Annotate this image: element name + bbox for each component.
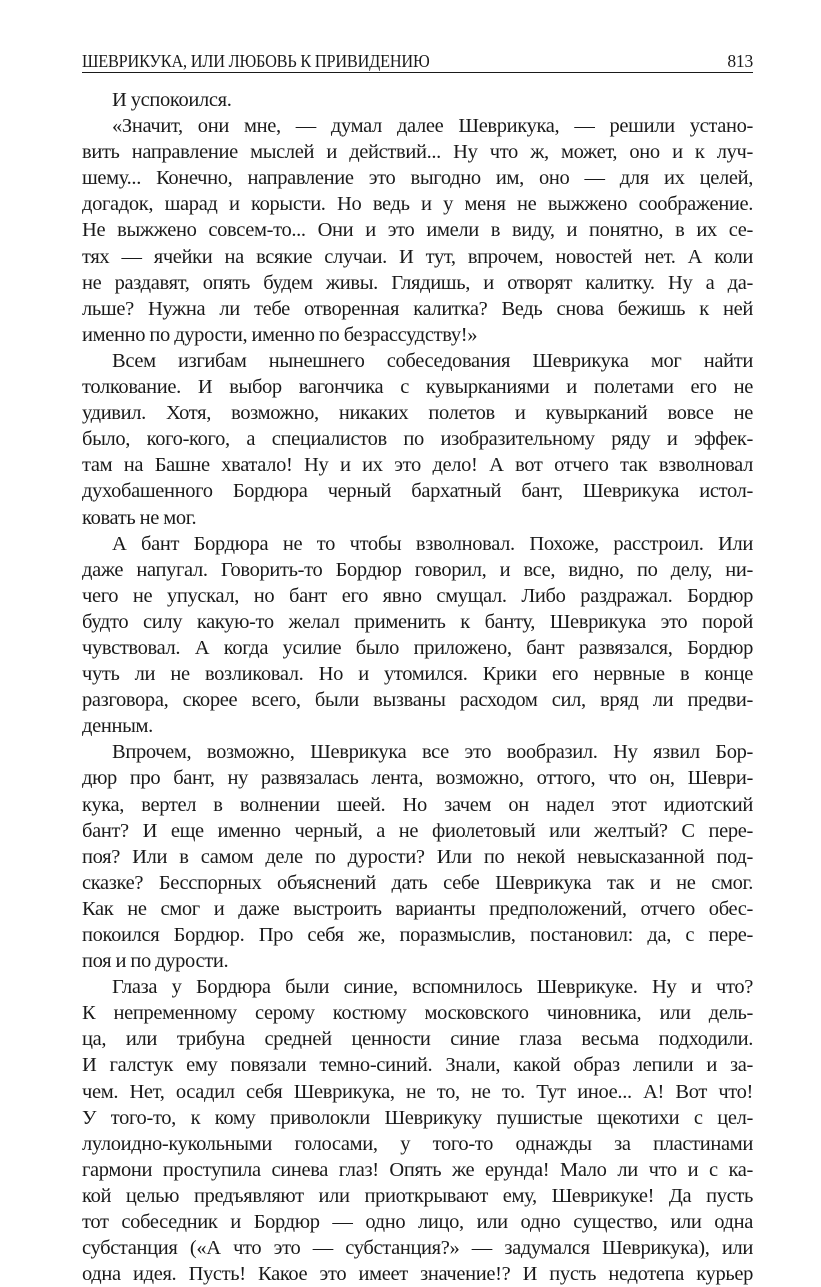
text-line: было, кого-кого, а специалистов по изобразительному ряду и эффек- bbox=[82, 428, 753, 451]
text-line: И успокоился. bbox=[112, 89, 232, 111]
text-line: бант? И еще именно черный, а не фиолетовый или желтый? С пере- bbox=[82, 819, 753, 842]
text-line: одна идея. Пусть! Какое это имеет значение!? И пусть недотепа курьер bbox=[82, 1263, 753, 1286]
text-line: вить направление мыслей и действий... Ну что ж, может, оно и к луч- bbox=[82, 141, 753, 164]
paragraph bbox=[82, 113, 753, 348]
text-line: субстанция («А что это — субстанция?» — задумался Шеврикука), или bbox=[82, 1237, 753, 1260]
text-line: покоился Бордюр. Про себя же, поразмыслив, постановил: да, с пере- bbox=[82, 924, 753, 946]
text-line: Глаза у Бордюра были синие, вспомнилось Шеврикуке. Ну и что? bbox=[112, 976, 753, 999]
text-line: там на Башне хватало! Ну и их это дело! А вот отчего так взволновал bbox=[82, 454, 753, 477]
text-line: ца, или трибуна средней ценности синие глаза весьма подходили. bbox=[82, 1028, 753, 1051]
text-line: чем. Нет, осадил себя Шеврикука, не то, не то. Тут иное... А! Вот что! bbox=[82, 1080, 753, 1103]
paragraph bbox=[82, 87, 753, 113]
text-line: Как не смог и даже выстроить варианты предположений, отчего обес- bbox=[82, 897, 753, 920]
text-line: льше? Нужна ли тебе отворенная калитка? Ведь снова бежишь к ней bbox=[82, 297, 753, 320]
text-line: поя? Или в самом деле по дурости? Или по некой невысказанной под- bbox=[82, 845, 753, 868]
text-line: разговора, скорее всего, были вызваны расходом сил, вряд ли предви- bbox=[82, 689, 753, 712]
book-page bbox=[82, 48, 753, 1287]
text-line: будто силу какую-то желал применить к банту, Шеврикука это порой bbox=[82, 610, 753, 633]
paragraph bbox=[82, 739, 753, 974]
text-line: не раздавят, опять будем живы. Глядишь, и отворят калитку. Ну а да- bbox=[82, 271, 753, 294]
text-line: К непременному серому костюму московского чиновника, или дель- bbox=[82, 1002, 753, 1025]
text-line: кой целью предъявляют или приоткрывают ему, Шеврикуке! Да пусть bbox=[82, 1184, 753, 1207]
paragraph bbox=[82, 531, 753, 740]
text-line: именно по дурости, именно по безрассудству!» bbox=[82, 323, 478, 346]
text-line: дюр про бант, ну развязалась лента, возможно, оттого, что он, Шеври- bbox=[82, 767, 753, 790]
text-line: А бант Бордюра не то чтобы взволновал. Похоже, расстроил. Или bbox=[112, 532, 753, 555]
text-line: кука, вертел в волнении шеей. Но зачем он надел этот идиотский bbox=[82, 793, 753, 816]
text-line: У того-то, к кому приволокли Шеврикуку пушистые щекотихи с цел- bbox=[82, 1106, 753, 1129]
text-line: сказке? Бесспорных объяснений дать себе Шеврикука так и не смог. bbox=[82, 871, 753, 894]
text-line: И галстук ему повязали темно-синий. Знали, какой образ лепили и за- bbox=[82, 1054, 753, 1077]
text-line: «Значит, они мне, — думал далее Шеврикука, — решили устано- bbox=[112, 115, 753, 138]
text-line: поя и по дурости. bbox=[82, 950, 229, 973]
text-line: тот собеседник и Бордюр — одно лицо, или одно существо, или одна bbox=[82, 1211, 753, 1234]
text-line: чего не упускал, но бант его явно смущал. Либо раздражал. Бордюр bbox=[82, 584, 753, 607]
paragraph bbox=[82, 348, 753, 531]
paragraph bbox=[82, 974, 753, 1287]
body-text bbox=[82, 87, 753, 1287]
text-line: духобашенного Бордюра черный бархатный бант, Шеврикука истол- bbox=[82, 480, 753, 503]
text-line: гармони проступила синева глаз! Опять же ерунда! Мало ли что и с ка- bbox=[82, 1158, 753, 1181]
text-line: Впрочем, возможно, Шеврикука все это вообразил. Ну язвил Бор- bbox=[112, 741, 753, 764]
text-line: Всем изгибам нынешнего собеседования Шеврикука мог найти bbox=[112, 349, 753, 372]
text-line: толкование. И выбор вагончика с кувырканиями и полетами его не bbox=[82, 376, 753, 399]
running-head bbox=[82, 48, 753, 73]
text-line: догадок, шарад и корысти. Но ведь и у меня не выжжено соображение. bbox=[82, 193, 753, 216]
page-number: 813 bbox=[727, 51, 753, 71]
running-head-title: ШЕВРИКУКА, ИЛИ ЛЮБОВЬ К ПРИВИДЕНИЮ bbox=[82, 51, 430, 71]
text-line: ковать не мог. bbox=[82, 506, 197, 529]
text-line: шему... Конечно, направление это выгодно им, оно — для их целей, bbox=[82, 167, 753, 190]
text-line: денным. bbox=[82, 715, 153, 738]
text-line: Не выжжено совсем-то... Они и это имели в виду, и понятно, в их се- bbox=[82, 219, 753, 242]
text-line: чуть ли не возликовал. Но и утомился. Крики его нервные в конце bbox=[82, 663, 753, 686]
text-line: лулоидно-кукольными голосами, у того-то однажды за пластинами bbox=[82, 1132, 753, 1155]
text-line: даже напугал. Говорить-то Бордюр говорил, и все, видно, по делу, ни- bbox=[82, 558, 753, 581]
text-line: чувствовал. А когда усилие было приложено, бант развязался, Бордюр bbox=[82, 636, 753, 659]
text-line: тях — ячейки на всякие случаи. И тут, впрочем, новостей нет. А коли bbox=[82, 245, 753, 268]
text-line: удивил. Хотя, возможно, никаких полетов и кувырканий вовсе не bbox=[82, 402, 753, 425]
